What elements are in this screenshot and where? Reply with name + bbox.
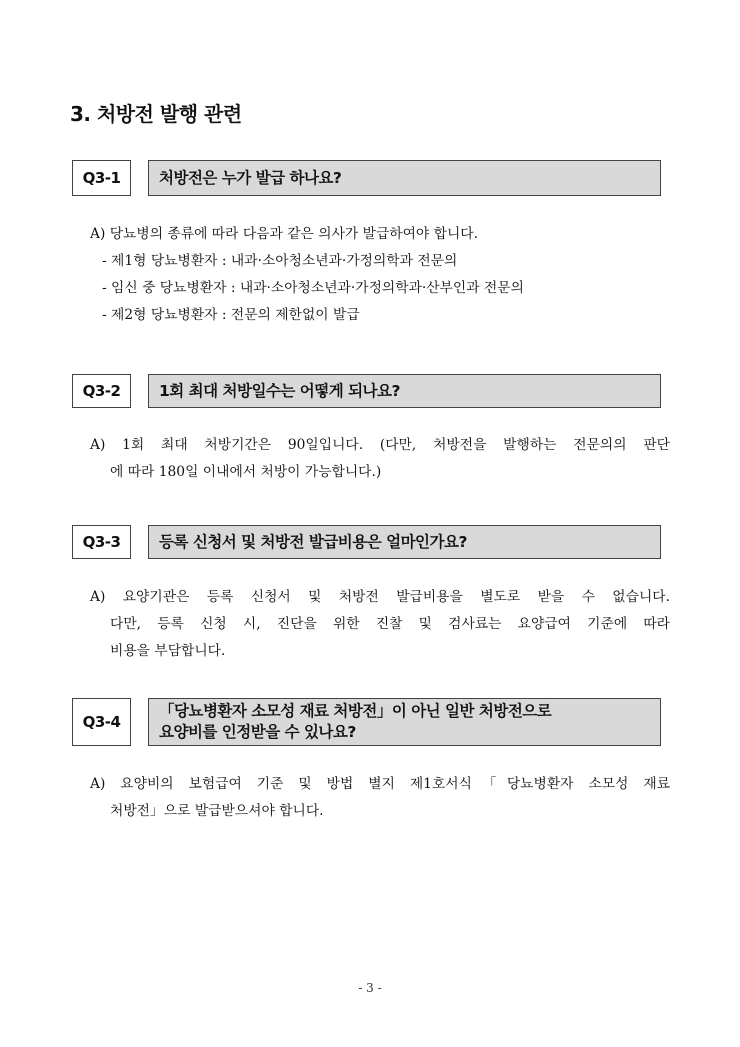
question-line: 1회 최대 처방일수는 어떻게 되나요? bbox=[159, 381, 400, 400]
question-line: 등록 신청서 및 처방전 발급비용은 얼마인가요? bbox=[159, 532, 467, 551]
question-row-q3-2 bbox=[72, 374, 661, 408]
question-text bbox=[148, 525, 661, 559]
answer-q3-3 bbox=[90, 584, 670, 665]
answer-bullet: - 제1형 당뇨병환자 : 내과·소아청소년과·가정의학과 전문의 bbox=[102, 253, 458, 269]
answer-line: A) 1회 최대 처방기간은 90일입니다. (다만, 처방전을 발행하는 전문의의 판단 bbox=[90, 437, 670, 453]
answer-line: A) 당뇨병의 종류에 따라 다음과 같은 의사가 발급하여야 합니다. bbox=[90, 226, 479, 242]
answer-line: 에 따라 180일 이내에서 처방이 가능합니다.) bbox=[110, 464, 382, 480]
answer-line: 다만, 등록 신청 시, 진단을 위한 진찰 및 검사료는 요양급여 기준에 따라 bbox=[110, 616, 670, 632]
section-title: 3. 처방전 발행 관련 bbox=[70, 102, 242, 126]
answer-line: 처방전」으로 발급받으셔야 합니다. bbox=[110, 803, 324, 819]
answer-q3-2 bbox=[90, 432, 670, 486]
answer-q3-1 bbox=[90, 221, 670, 329]
question-row-q3-4 bbox=[72, 698, 661, 746]
question-line: 「당뇨병환자 소모성 재료 처방전」이 아닌 일반 처방전으로 bbox=[159, 702, 552, 720]
question-text bbox=[148, 698, 661, 746]
question-text bbox=[148, 374, 661, 408]
answer-line: A) 요양비의 보험급여 기준 및 방법 별지 제1호서식「당뇨병환자 소모성 재료 bbox=[90, 776, 670, 792]
question-text bbox=[148, 160, 661, 196]
question-line: 요양비를 인정받을 수 있나요? bbox=[159, 723, 356, 741]
question-label: Q3-3 bbox=[72, 525, 131, 559]
question-label: Q3-2 bbox=[72, 374, 131, 408]
question-line: 처방전은 누가 발급 하나요? bbox=[159, 168, 342, 187]
question-row-q3-1 bbox=[72, 160, 661, 196]
question-row-q3-3 bbox=[72, 525, 661, 559]
answer-bullet: - 임신 중 당뇨병환자 : 내과·소아청소년과·가정의학과·산부인과 전문의 bbox=[102, 280, 524, 296]
question-label: Q3-1 bbox=[72, 160, 131, 196]
answer-bullet: - 제2형 당뇨병환자 : 전문의 제한없이 발급 bbox=[102, 307, 360, 323]
answer-line: 비용을 부담합니다. bbox=[110, 643, 226, 659]
answer-line: A) 요양기관은 등록 신청서 및 처방전 발급비용을 별도로 받을 수 없습니다. bbox=[90, 589, 670, 605]
question-label: Q3-4 bbox=[72, 698, 131, 746]
answer-q3-4 bbox=[90, 771, 670, 825]
page-number: - 3 - bbox=[358, 981, 382, 995]
